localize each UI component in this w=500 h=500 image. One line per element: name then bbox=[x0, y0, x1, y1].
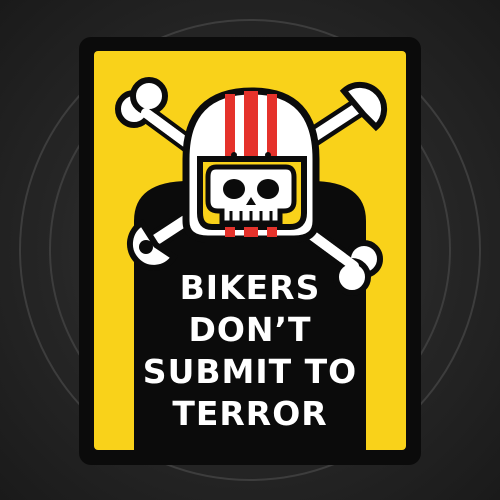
sticker-panel bbox=[94, 51, 406, 450]
slogan-line-2: DON’T bbox=[188, 310, 312, 349]
slogan-line-3: SUBMIT TO bbox=[142, 352, 358, 391]
sticker bbox=[79, 37, 421, 465]
slogan-line-1: BIKERS bbox=[179, 268, 321, 307]
slogan-text bbox=[94, 267, 406, 435]
slogan-line-4: TERROR bbox=[172, 394, 328, 433]
skull-icon bbox=[208, 167, 294, 223]
